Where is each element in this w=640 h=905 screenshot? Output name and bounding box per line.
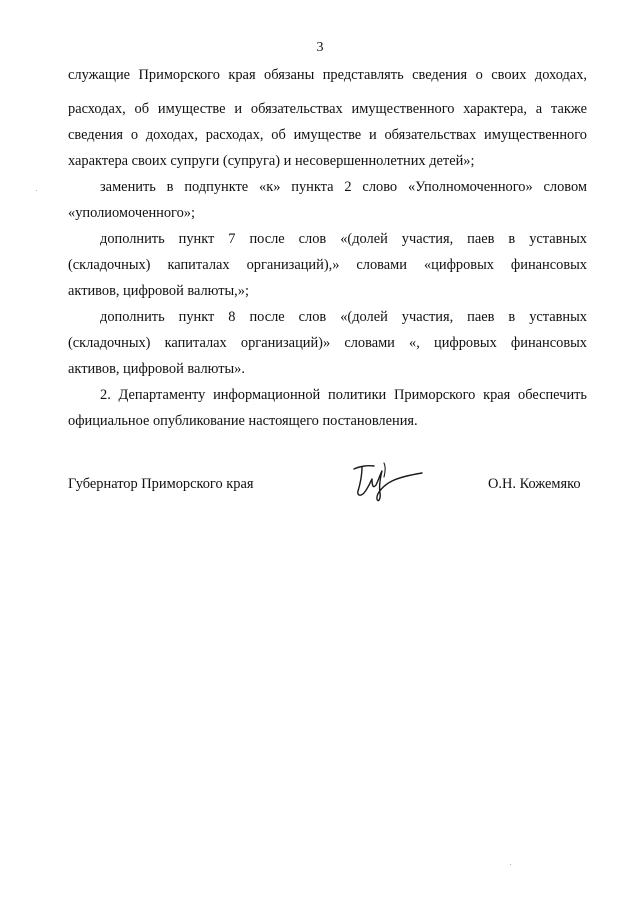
text-line: (складочных) капиталах организаций)» словами «, цифровых финансовых [68,335,587,351]
text-line: служащие Приморского края обязаны представлять сведения о своих доходах, [68,67,587,83]
page-number: 3 [316,40,324,55]
text-line: активов, цифровой валюты». [68,361,245,377]
text-line: официальное опубликование настоящего постановления. [68,413,418,429]
scan-speck [36,190,37,191]
signatory-position: Губернатор Приморского края [68,476,254,492]
text-line: заменить в подпункте «к» пункта 2 слово «Уполномоченного» словом [100,179,587,195]
text-line: 2. Департаменту информационной политики Приморского края обеспечить [100,387,587,403]
text-line: дополнить пункт 7 после слов «(долей участия, паев в уставных [100,231,587,247]
text-line: сведения о доходах, расходах, об имуществе и обязательствах имущественного [68,127,587,143]
signatory-name: О.Н. Кожемяко [488,476,581,492]
text-line: дополнить пункт 8 после слов «(долей участия, паев в уставных [100,309,587,325]
handwritten-signature [348,455,428,505]
text-line: (складочных) капиталах организаций),» словами «цифровых финансовых [68,257,587,273]
scan-speck [510,864,511,865]
text-line: «уполиомоченного»; [68,205,195,221]
text-line: расходах, об имуществе и обязательствах имущественного характера, а также [68,101,587,117]
text-line: активов, цифровой валюты,»; [68,283,249,299]
text-line: характера своих супруги (супруга) и несовершеннолетних детей»; [68,153,475,169]
